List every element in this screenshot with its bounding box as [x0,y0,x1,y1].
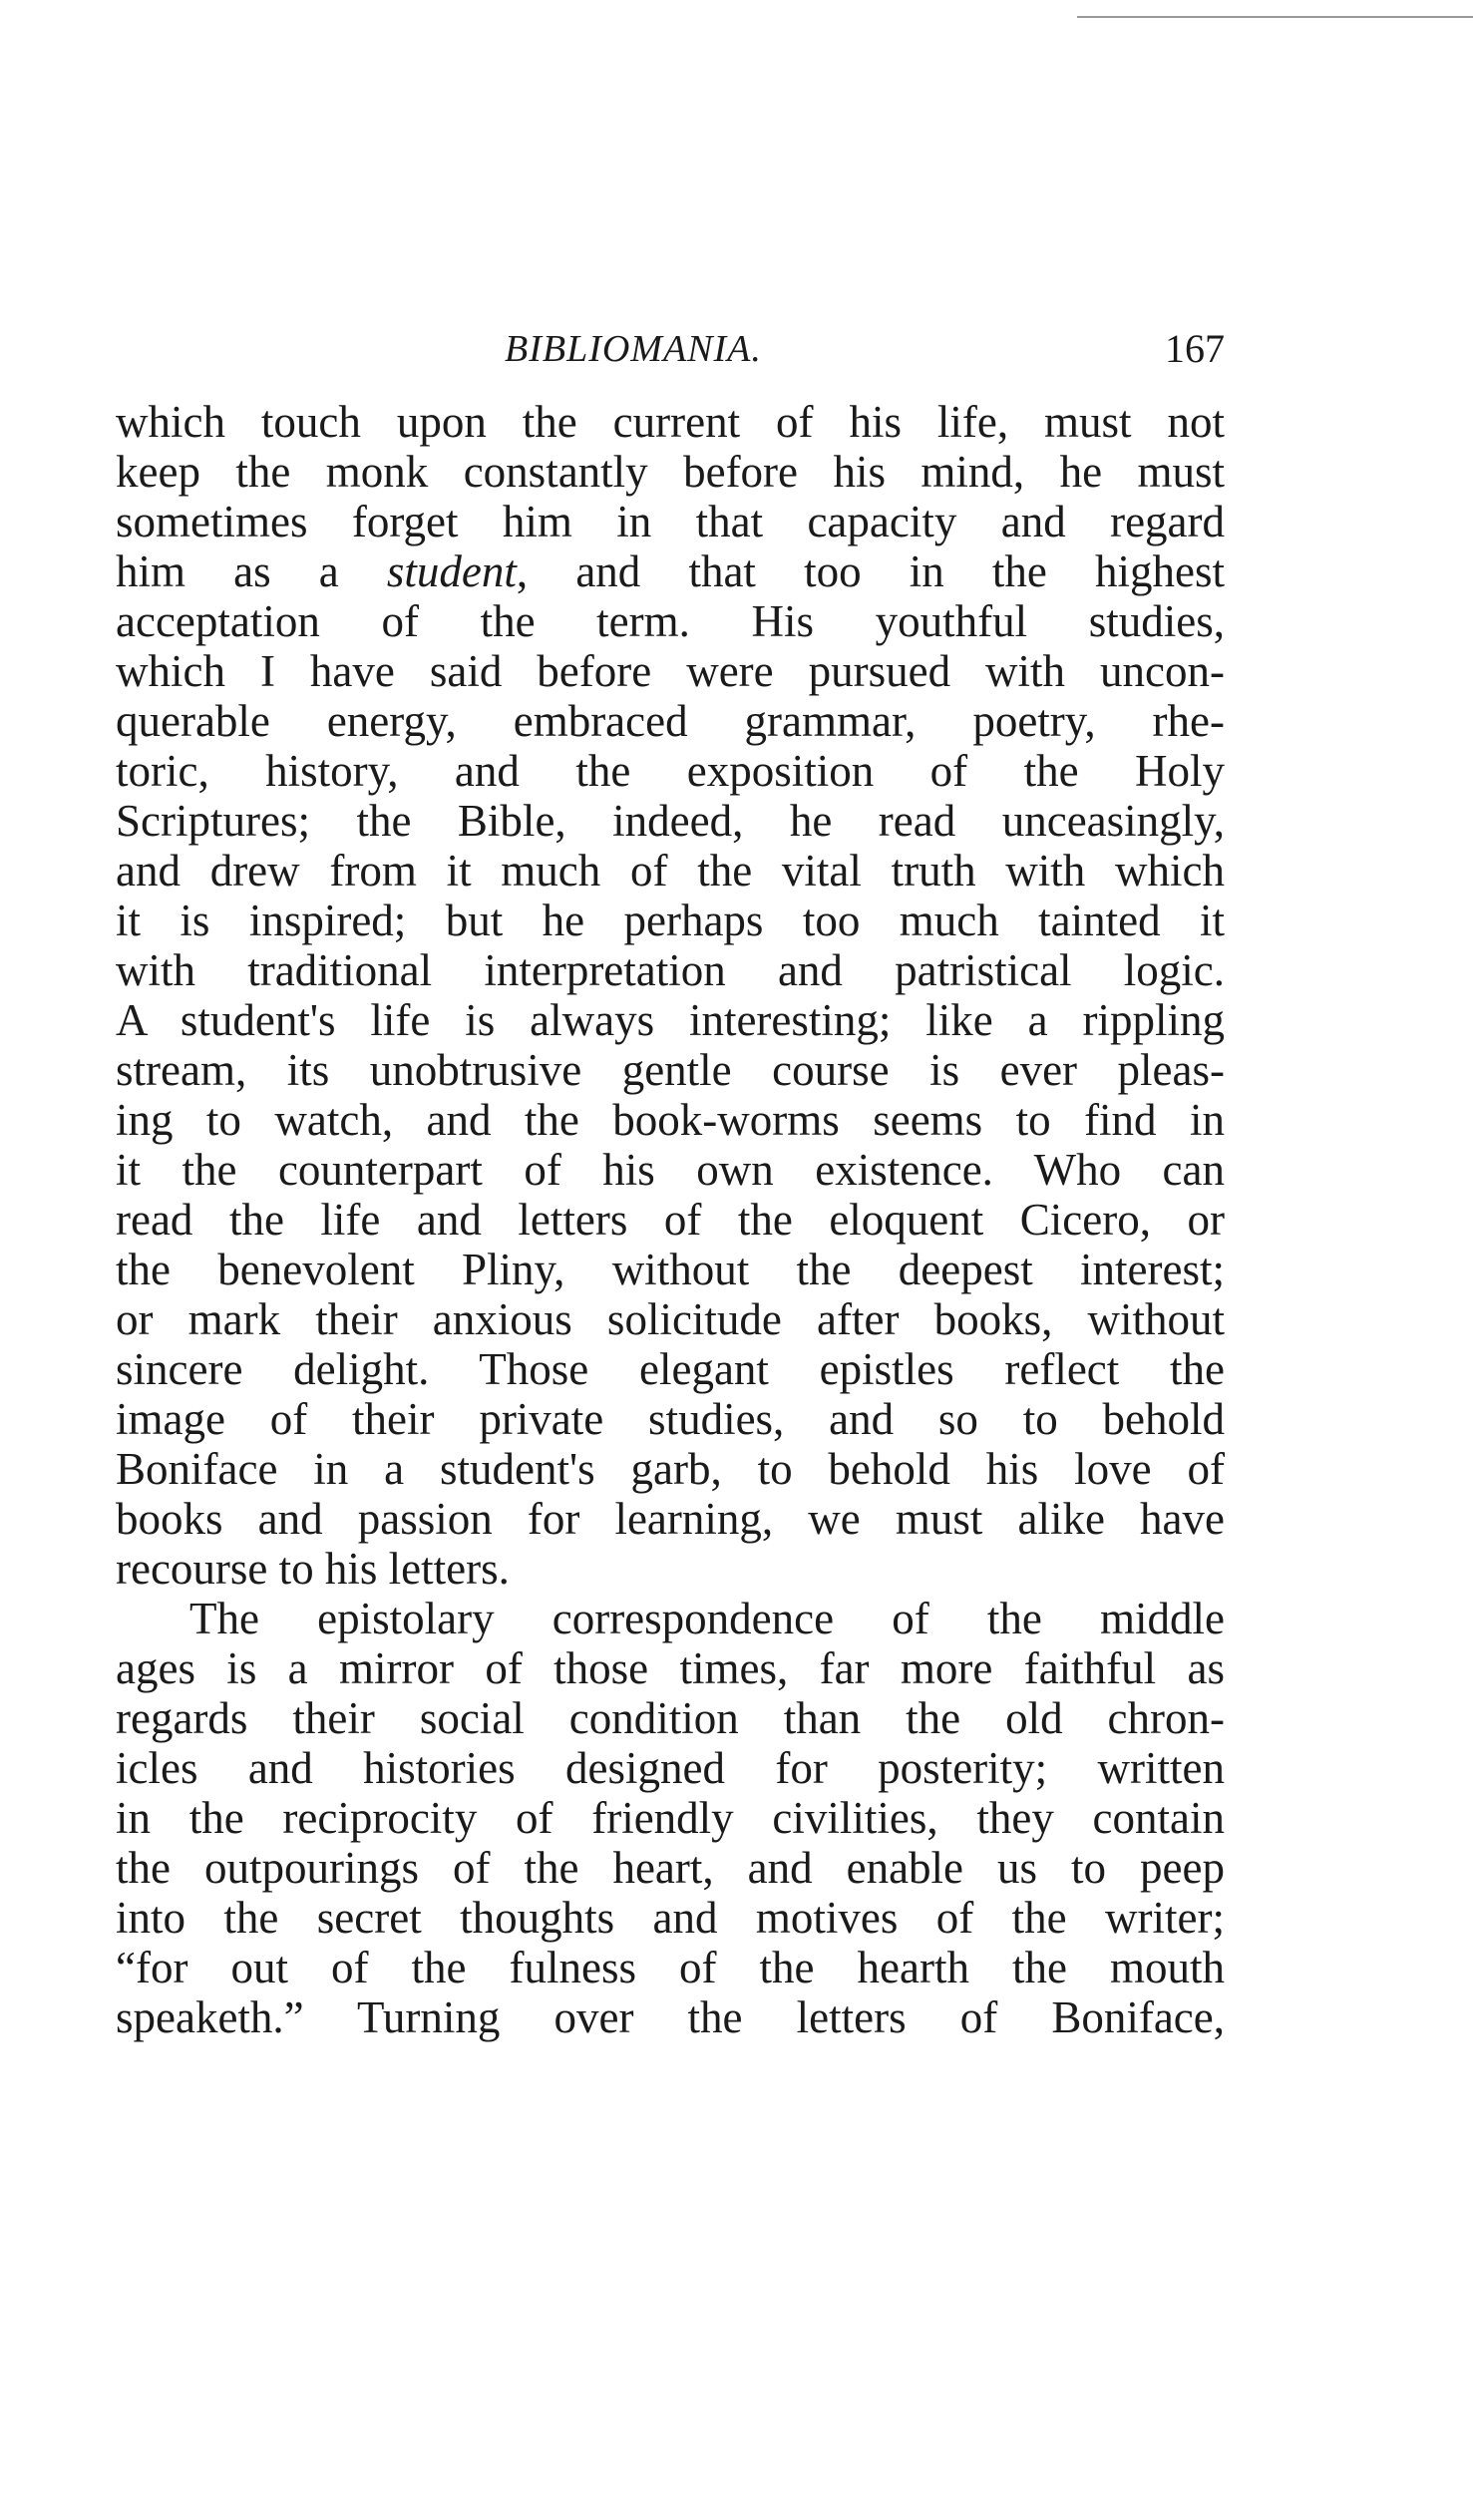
text-line: toric, history, and the exposition of the Holy [116,746,1225,796]
text-line: Scriptures; the Bible, indeed, he read unceasingly, [116,796,1225,846]
text-line: acceptation of the term. His youthful studies, [116,596,1225,646]
text-line: read the life and letters of the eloquent Cicero, or [116,1195,1225,1245]
text-line: speaketh.” Turning over the letters of Boniface, [116,1992,1225,2042]
text-line: books and passion for learning, we must alike have [116,1494,1225,1544]
text-run: , and that too in the highest [516,546,1225,596]
italic-word-student: student [386,546,517,596]
text-line: “for out of the fulness of the hearth the mouth [116,1943,1225,1992]
text-line [116,546,1225,596]
text-line: Boniface in a student's garb, to behold his love of [116,1444,1225,1494]
text-line: icles and histories designed for posterity; written [116,1743,1225,1793]
text-line: image of their private studies, and so to behold [116,1394,1225,1444]
text-line: ing to watch, and the book-worms seems to find in [116,1095,1225,1145]
text-line: or mark their anxious solicitude after books, without [116,1294,1225,1344]
text-line: it the counterpart of his own existence. Who can [116,1145,1225,1195]
paragraph-2 [116,1594,1225,2042]
text-line: the benevolent Pliny, without the deepest interest; [116,1245,1225,1294]
page-number: 167 [1165,326,1225,371]
text-line: the outpourings of the heart, and enable us to peep [116,1843,1225,1893]
running-title: BIBLIOMANIA. [505,328,762,370]
text-line: in the reciprocity of friendly civilities, they contain [116,1793,1225,1843]
text-line: it is inspired; but he perhaps too much tainted it [116,896,1225,945]
text-line: sincere delight. Those elegant epistles reflect the [116,1344,1225,1394]
text-run: him as a [116,546,387,596]
body-text [116,397,1225,2042]
text-line: with traditional interpretation and patristical logic. [116,945,1225,995]
paragraph-1 [116,397,1225,1594]
text-line: which I have said before were pursued with uncon- [116,646,1225,696]
text-line: and drew from it much of the vital truth with which [116,846,1225,896]
text-line: The epistolary correspondence of the middle [189,1594,1225,1643]
top-edge-rule [1077,16,1473,18]
text-line: into the secret thoughts and motives of the writer; [116,1893,1225,1943]
text-line: recourse to his letters. [116,1544,510,1594]
text-line: sometimes forget him in that capacity and regard [116,497,1225,546]
text-line: keep the monk constantly before his mind, he must [116,447,1225,497]
text-line: which touch upon the current of his life, must not [116,397,1225,447]
text-line: regards their social condition than the old chron- [116,1693,1225,1743]
text-line: ages is a mirror of those times, far more faithful as [116,1643,1225,1693]
text-line: querable energy, embraced grammar, poetry, rhe- [116,696,1225,746]
text-line: A student's life is always interesting; like a rippling [116,995,1225,1045]
text-line: stream, its unobtrusive gentle course is ever pleas- [116,1045,1225,1095]
running-head [116,321,1225,377]
